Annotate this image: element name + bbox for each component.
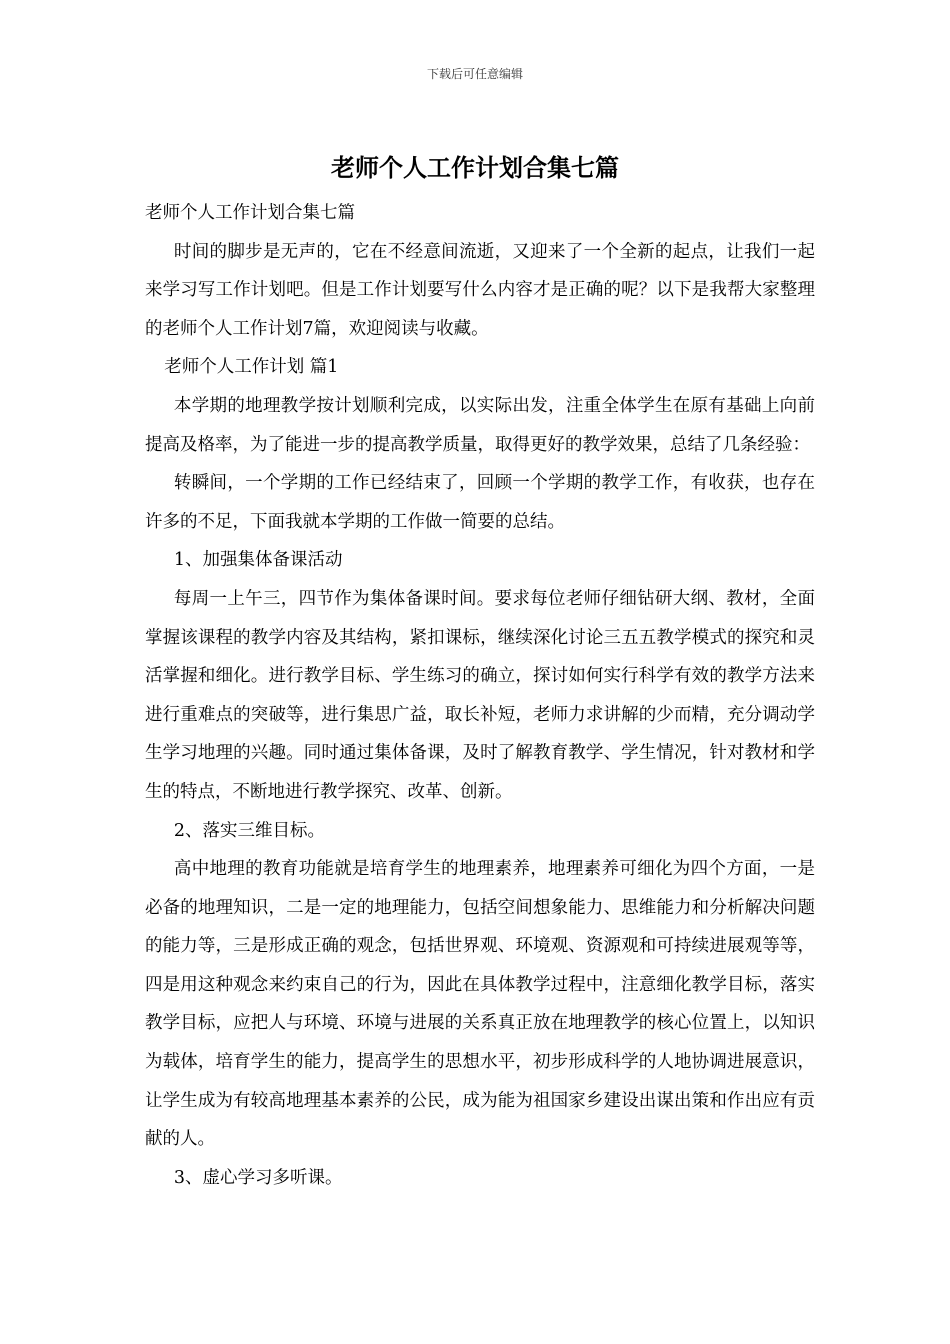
body-paragraph: 高中地理的教育功能就是培育学生的地理素养，地理素养可细化为四个方面，一是必备的地理知识，二是一定的地理能力，包括空间想象能力、思维能力和分析解决问题的能力等，三是形成正确的观念，包括世界观、环境观、资源观和可持续进展观等等，四是用这种观念来约束自己的行为，因此在具体教学过程中，注意细化教学目标，落实教学目标，应把人与环境、环境与进展的关系真正放在地理教学的核心位置上，以知识为载体，培育学生的能力，提高学生的思想水平，初步形成科学的人地协调进展意识，让学生成为有较高地理基本素养的公民，成为能为祖国家乡建设出谋出策和作出应有贡献的人。 [145,859,815,1150]
body-paragraph: 每周一上午三，四节作为集体备课时间。要求每位老师仔细钻研大纲、教材，全面掌握该课程的教学内容及其结构，紧扣课标，继续深化讨论三五五教学模式的探究和灵活掌握和细化。进行教学目标、学生练习的确立，探讨如何实行科学有效的教学方法来进行重难点的突破等，进行集思广益，取长补短，老师力求讲解的少而精，充分调动学生学习地理的兴趣。同时通过集体备课，及时了解教育教学、学生情况，针对教材和学生的特点，不断地进行教学探究、改革、创新。 [145,588,815,802]
list-heading-3: 3、虚心学习多听课。 [173,1167,343,1188]
list-heading-1: 1、加强集体备课活动 [173,550,343,571]
body-paragraph: 转瞬间，一个学期的工作已经结束了，回顾一个学期的教学工作，有收获，也存在许多的不足，下面我就本学期的工作做一简要的总结。 [145,473,815,532]
page-header-note: 下载后可任意编辑 [426,67,523,81]
section-heading-1: 老师个人工作计划 篇1 [164,357,339,378]
list-heading-2: 2、落实三维目标。 [173,820,326,841]
document-title: 老师个人工作计划合集七篇 [331,153,619,182]
document-body [145,194,815,1197]
intro-paragraph: 时间的脚步是无声的，它在不经意间流逝，又迎来了一个全新的起点，让我们一起来学习写工作计划吧。但是工作计划要写什么内容才是正确的呢？以下是我帮大家整理的老师个人工作计划7篇，欢迎阅读与收藏。 [145,241,815,339]
body-paragraph: 本学期的地理教学按计划顺利完成，以实际出发，注重全体学生在原有基础上向前提高及格率，为了能进一步的提高教学质量，取得更好的教学效果，总结了几条经验： [145,395,815,455]
subtitle-paragraph: 老师个人工作计划合集七篇 [145,203,355,223]
